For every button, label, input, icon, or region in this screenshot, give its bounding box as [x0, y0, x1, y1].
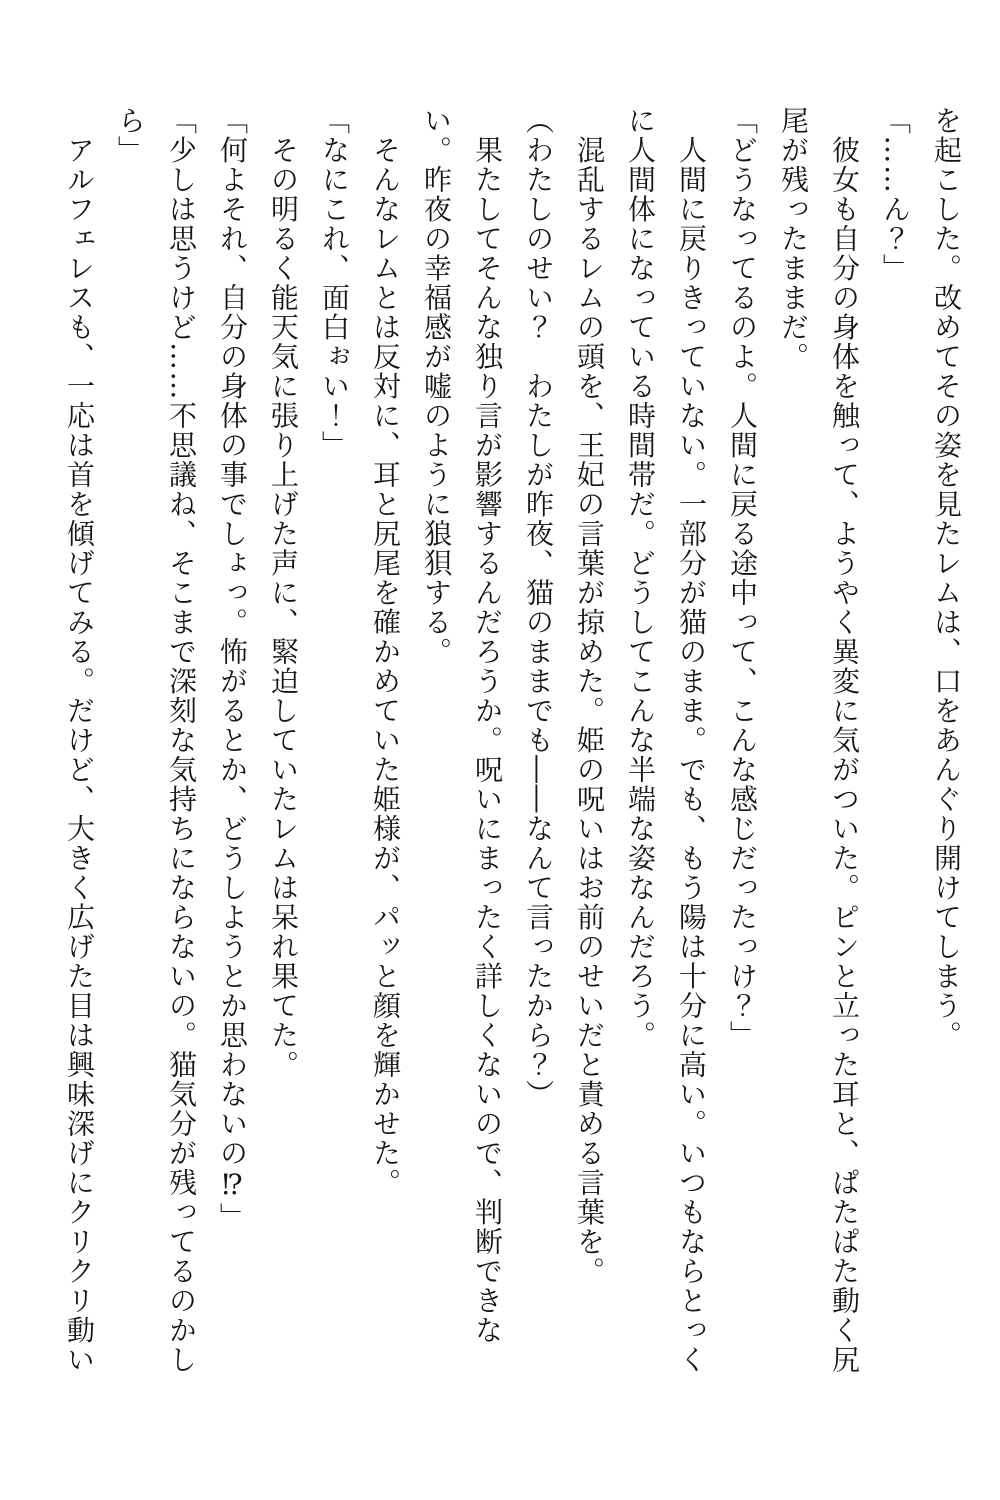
paragraph-10: 「なにこれ、面白ぉい！」 — [318, 106, 351, 460]
paragraph-2: 「……ん？」 — [879, 106, 912, 283]
paragraph-14: アルフェレスも、一応は首を傾げてみる。だけど、大きく広げた目は興味深げにクリクリ動い — [63, 106, 96, 1375]
paragraph-1: を起こした。改めてその姿を見たレムは、口をあんぐり開けてしまう。 — [930, 106, 963, 1050]
paragraph-7: （わたしのせい？ わたしが昨夜、猫のままでも――なんて言ったから？） — [522, 106, 555, 1109]
paragraph-12: 「何よそれ、自分の身体の事でしょっ。怖がるとか、どうしようとか思わないの⁉」 — [216, 106, 249, 1232]
novel-text — [54, 106, 972, 1380]
paragraph-4: 「どうなってるのよ。人間に戻る途中って、こんな感じだったっけ？」 — [726, 106, 759, 1050]
paragraph-3: 彼女も自分の身体を触って、ようやく異変に気がついた。ピンと立った耳と、ぱたぱた動く尻尾が残ったままだ。 — [777, 106, 861, 1375]
paragraph-5: 人間に戻りきっていない。一部分が猫のまま。でも、もう陽は十分に高い。いつもならとっくに人間体になっている時間帯だ。どうしてこんな半端な姿なんだろう。 — [624, 106, 708, 1375]
paragraph-9: そんなレムとは反対に、耳と尻尾を確かめていた姫様が、パッと顔を輝かせた。 — [369, 106, 402, 1198]
paragraph-13: 「少しは思うけど……不思議ね、そこまで深刻な気持ちにならないの。猫気分が残ってるのかしら」 — [114, 106, 198, 1375]
paragraph-11: その明るく能天気に張り上げた声に、緊迫していたレムは呆れ果てた。 — [267, 106, 300, 1080]
paragraph-8: 果たしてそんな独り言が影響するんだろうか。呪いにまったく詳しくないので、判断できない。昨夜の幸福感が嘘のように狼狽する。 — [420, 106, 504, 1345]
paragraph-6: 混乱するレムの頭を、王妃の言葉が掠めた。姫の呪いはお前のせいだと責める言葉を。 — [573, 106, 606, 1286]
